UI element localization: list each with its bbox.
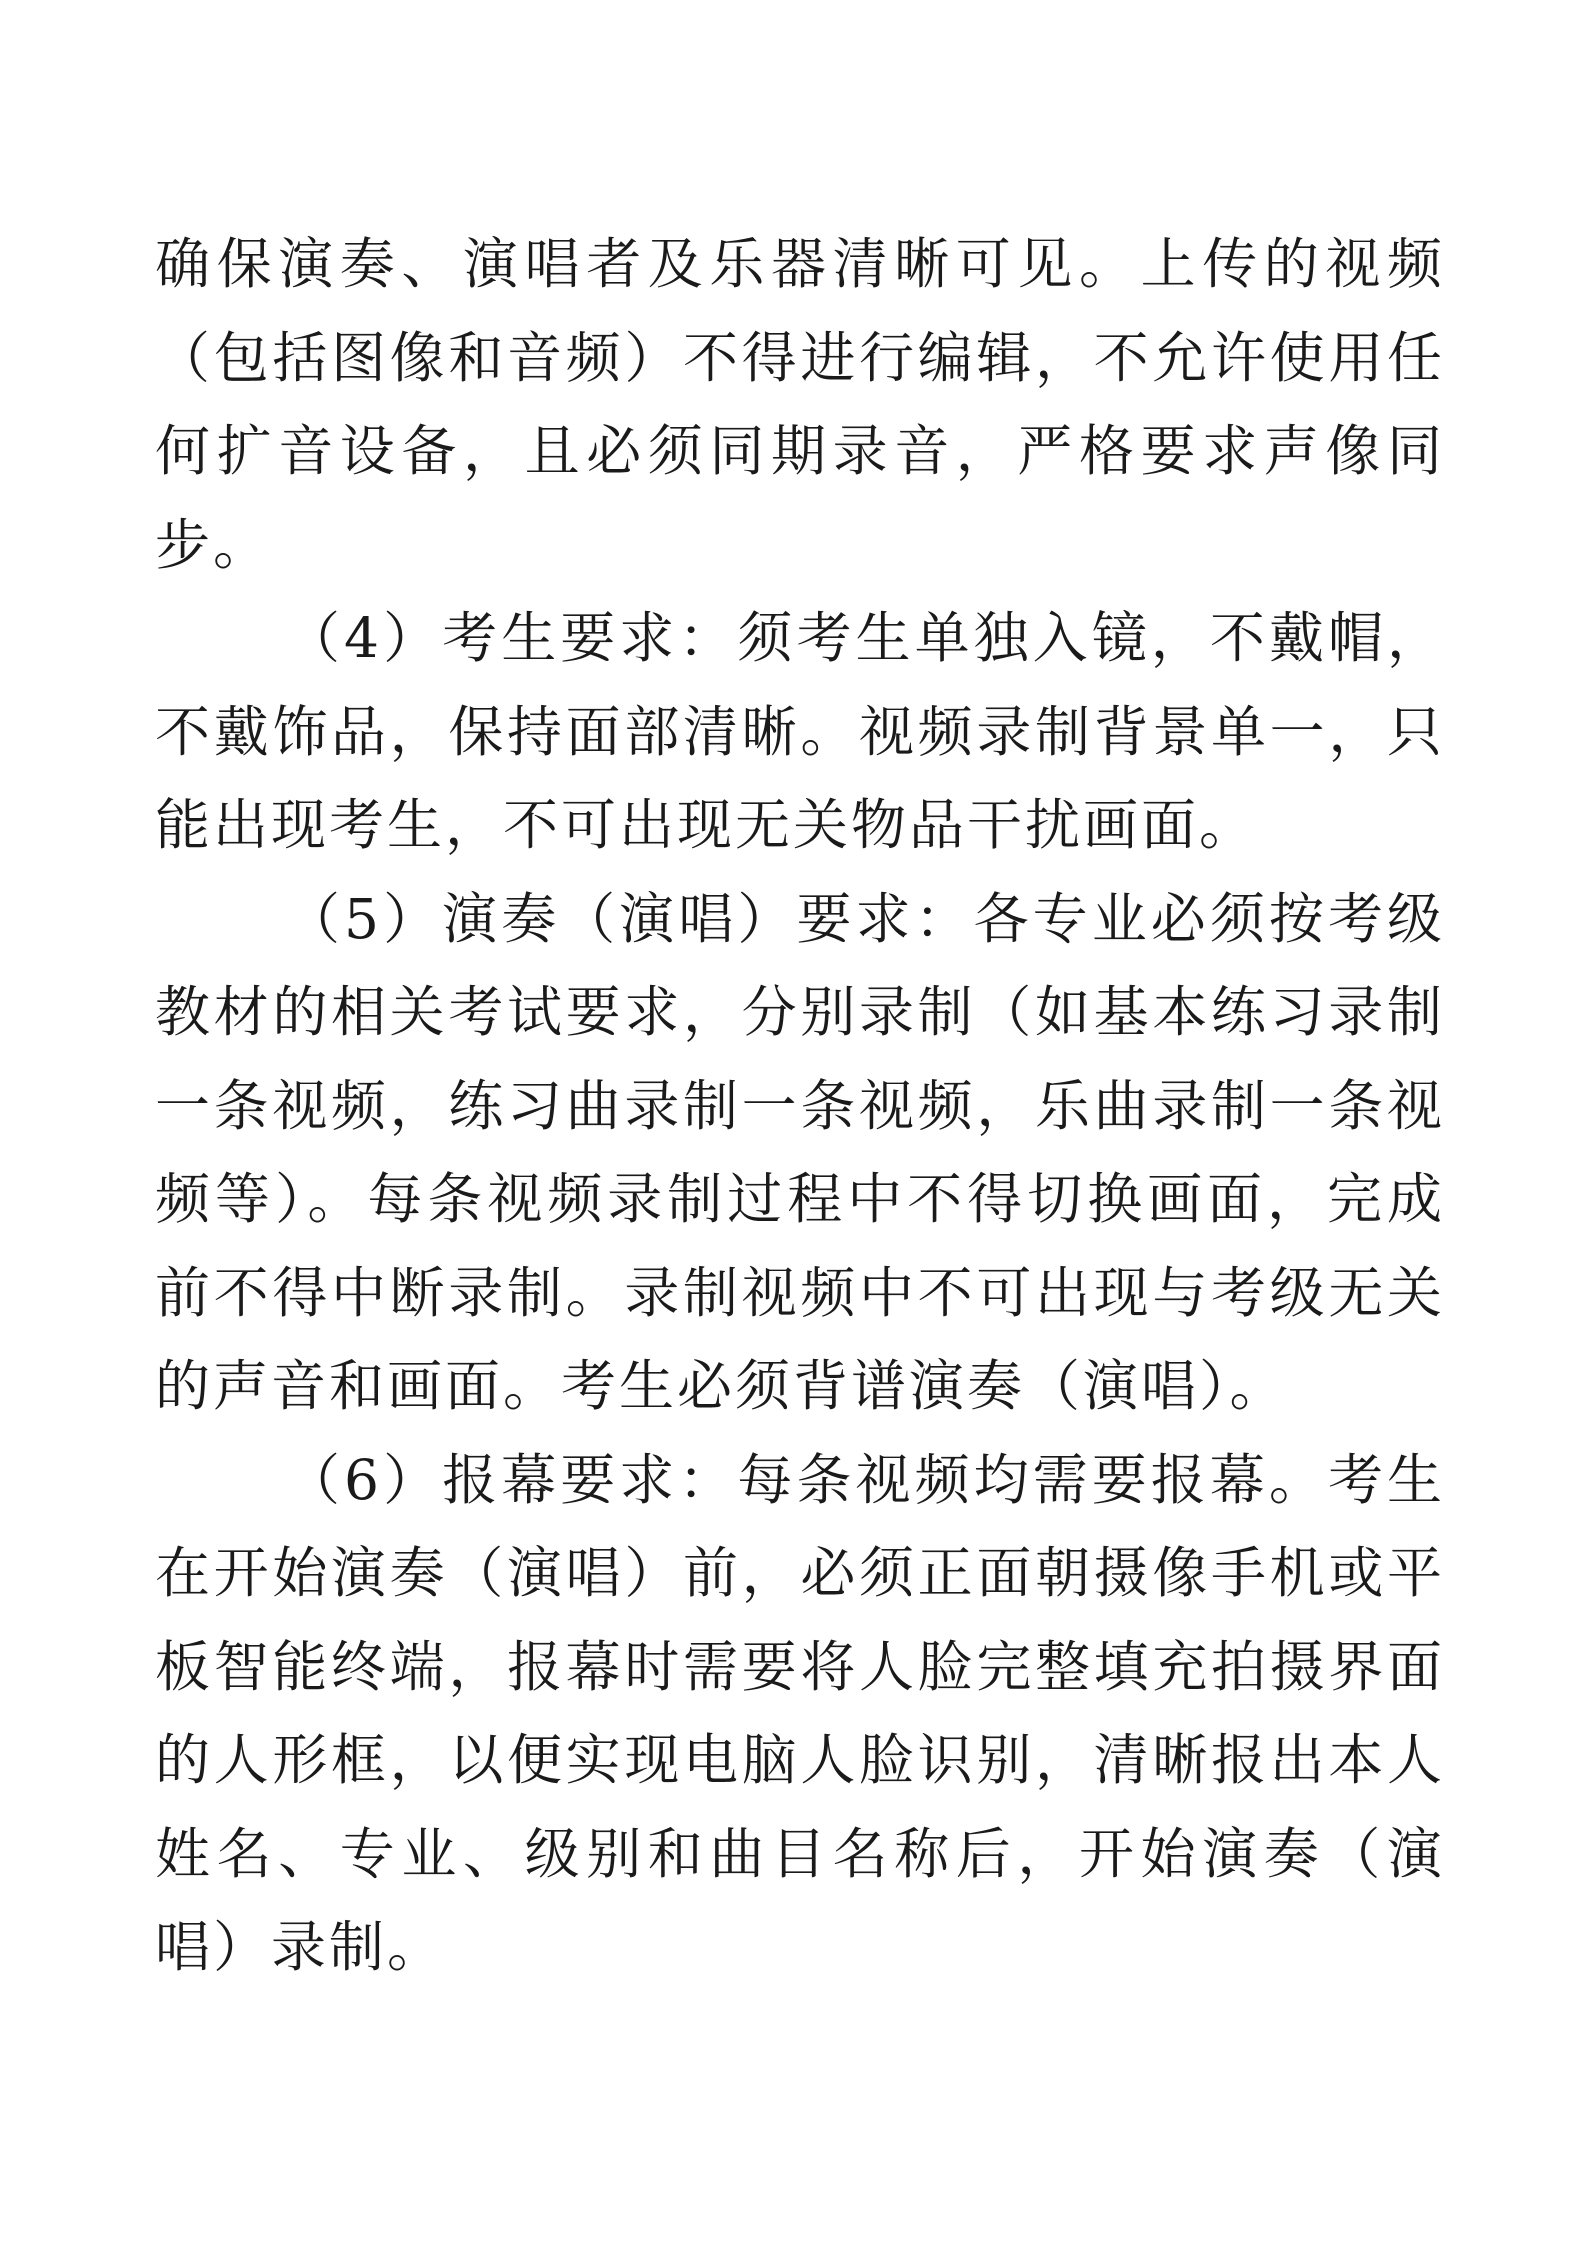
document-body [155, 218, 1445, 1995]
paragraph-continuation: 确保演奏、演唱者及乐器清晰可见。上传的视频（包括图像和音频）不得进行编辑，不允许使用任何扩音设备，且必须同期录音，严格要求声像同步。 [155, 232, 1445, 577]
paragraph-candidate-requirements: （4）考生要求：须考生单独入镜，不戴帽，不戴饰品，保持面部清晰。视频录制背景单一，只能出现考生，不可出现无关物品干扰画面。 [155, 606, 1445, 857]
paragraph-announcement-requirements: （6）报幕要求：每条视频均需要报幕。考生在开始演奏（演唱）前，必须正面朝摄像手机或平板智能终端，报幕时需要将人脸完整填充拍摄界面的人形框，以便实现电脑人脸识别，清晰报出本人姓名、专业、级别和曲目名称后，开始演奏（演唱）录制。 [155, 1447, 1445, 1979]
paragraph-performance-requirements: （5）演奏（演唱）要求：各专业必须按考级教材的相关考试要求，分别录制（如基本练习录制一条视频，练习曲录制一条视频，乐曲录制一条视频等）。每条视频录制过程中不得切换画面，完成前不得中断录制。录制视频中不可出现与考级无关的声音和画面。考生必须背谱演奏（演唱）。 [155, 886, 1445, 1418]
